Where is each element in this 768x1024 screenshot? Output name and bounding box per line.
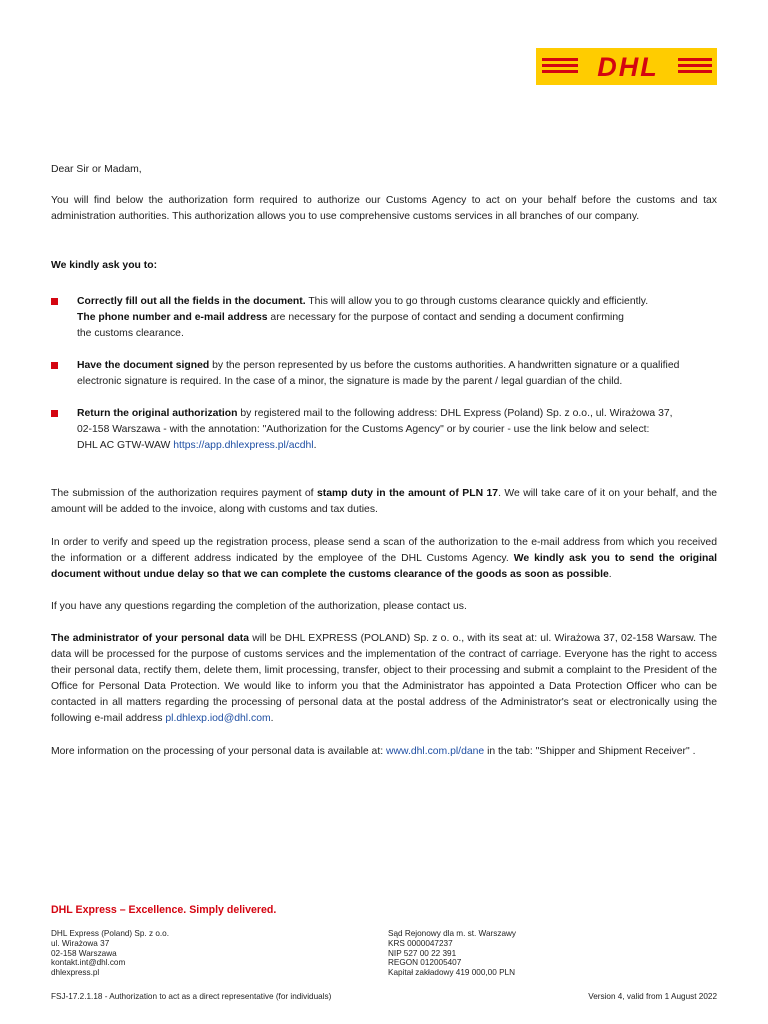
bullet-marker bbox=[51, 410, 58, 417]
logo-stripe-right bbox=[678, 64, 712, 67]
footer-document-code: FSJ-17.2.1.18 - Authorization to act as a direct representative (for individuals) bbox=[51, 992, 332, 1001]
more-info-paragraph: More information on the processing of your personal data is available at: www.dhl.com.pl/dane in the tab: "Shipper and Shipment Receiver" . bbox=[51, 746, 696, 757]
logo-stripe-left bbox=[542, 70, 578, 73]
intro-paragraph: You will find below the authorization form required to authorize our Customs Agency to act on your behalf before the customs and tax administration authorities. This authorization allows you to use comprehensive customs services in all branches of our company. bbox=[51, 195, 717, 222]
admin-paragraph: The administrator of your personal data will be DHL EXPRESS (POLAND) Sp. z o. o., with its seat at: ul. Wirażowa 37, 02-158 Warsaw. The data will be processed for the purpose of customs services and the implementation of the contract of carriage. Everyone has the right to access their personal data, rectify them, delete them, limit processing, transfer, object to their processing and submit a complaint to the President of the Office for Personal Data Protection. We would like to inform you that the Administrator has appointed a Data Protection Officer who can be contacted in all matters regarding the processing of personal data at the postal address of the Administrator's seat or electronically using the following e-mail address pl.dhlexp.iod@dhl.com. bbox=[51, 633, 717, 724]
stamp-duty-paragraph: The submission of the authorization requires payment of stamp duty in the amount of PLN 17. We will take care of it on your behalf, and the amount will be added to the invoice, along with customs and tax duties. bbox=[51, 488, 718, 515]
dhl-logo-mark bbox=[536, 48, 717, 85]
footer-company-info: DHL Express (Poland) Sp. z o.o. ul. Wirażowa 37 02-158 Warszawa kontakt.int@dhl.com dhlexpress.pl bbox=[51, 929, 170, 978]
dhl-logo-text: DHL bbox=[597, 52, 659, 82]
bullet-2-bold: Have the document signed bbox=[77, 360, 210, 371]
ask-heading: We kindly ask you to: bbox=[51, 260, 158, 271]
bullet-item-return-original: Return the original authorization by registered mail to the following address: DHL Express (Poland) Sp. z o.o., ul. Wirażowa 37, 02-158 Warszawa - with the annotation: "Authorization for the Customs Agency" or by courier - use the link below and select: DHL AC GTW-WAW https://app.dhlexpress.pl/acdhl. bbox=[51, 406, 717, 454]
dhl-dane-link[interactable]: www.dhl.com.pl/dane bbox=[386, 746, 485, 757]
bullet-1-bold-2: The phone number and e-mail address bbox=[77, 312, 268, 323]
footer-version: Version 4, valid from 1 August 2022 bbox=[588, 992, 717, 1001]
logo-stripe-right bbox=[678, 58, 712, 61]
acdhl-link[interactable]: https://app.dhlexpress.pl/acdhl bbox=[173, 440, 314, 451]
bullet-1-bold: Correctly fill out all the fields in the document. bbox=[77, 296, 306, 307]
bullet-marker bbox=[51, 298, 58, 305]
questions-paragraph: If you have any questions regarding the completion of the authorization, please contact us. bbox=[51, 601, 467, 612]
dhl-logo bbox=[536, 48, 717, 85]
greeting: Dear Sir or Madam, bbox=[51, 164, 142, 175]
logo-stripe-left bbox=[542, 58, 578, 61]
logo-stripe-right bbox=[678, 70, 712, 73]
bullet-3-bold: Return the original authorization bbox=[77, 408, 238, 419]
logo-stripe-left bbox=[542, 64, 578, 67]
bullet-marker bbox=[51, 362, 58, 369]
tagline: DHL Express – Excellence. Simply delivered. bbox=[51, 904, 277, 916]
iod-email-link[interactable]: pl.dhlexp.iod@dhl.com bbox=[165, 713, 271, 724]
footer-registration-info: Sąd Rejonowy dla m. st. Warszawy KRS 0000047237 NIP 527 00 22 391 REGON 012005407 Kapitał zakładowy 419 000,00 PLN bbox=[388, 929, 517, 978]
bullet-item-fill-fields: Correctly fill out all the fields in the document. This will allow you to go through customs clearance quickly and efficiently. The phone number and e-mail address are necessary for the purpose of contact and sending a document confirming the customs clearance. bbox=[51, 294, 717, 342]
verify-paragraph: In order to verify and speed up the registration process, please send a scan of the authorization to the e-mail address from which you received the information or a different address indicated by the employee of the DHL Customs Agency. We kindly ask you to send the original document without undue delay so that we can complete the customs clearance of the goods as soon as possible. bbox=[51, 537, 718, 580]
bullet-item-sign-document: Have the document signed by the person represented by us before the customs authorities. A handwritten signature or a qualified electronic signature is required. In the case of a minor, the signature is made by the parent / legal guardian of the child. bbox=[51, 358, 717, 390]
